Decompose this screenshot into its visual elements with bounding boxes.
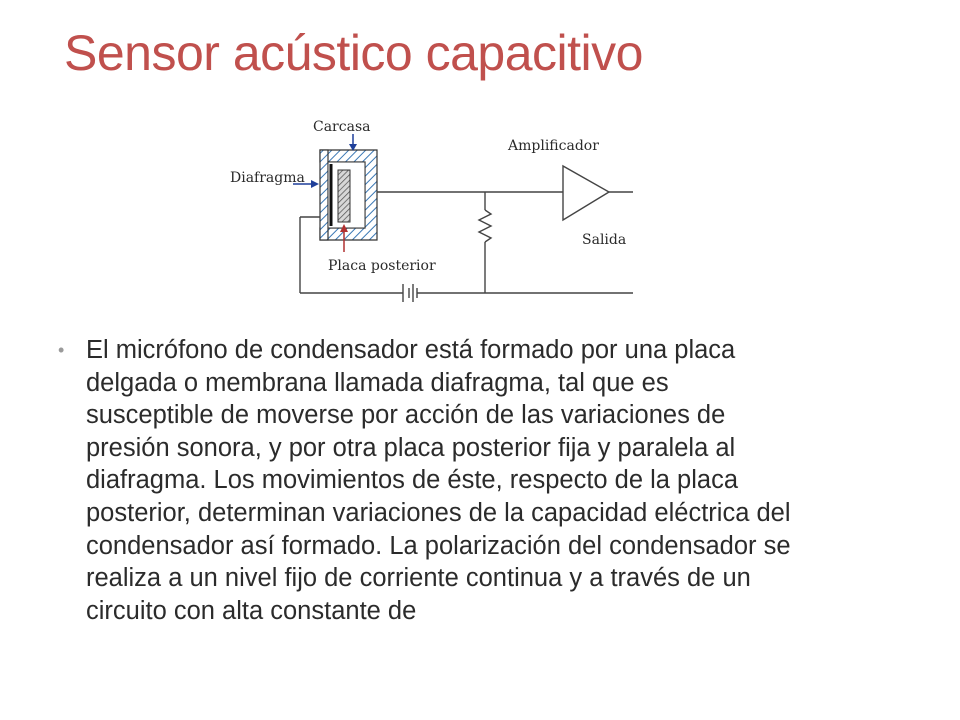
- body-line: El micrófono de condensador está formado por una placa: [86, 336, 736, 364]
- back-plate-shape: [338, 170, 350, 222]
- amplifier-symbol: [563, 166, 609, 220]
- label-placa-posterior: Placa posterior: [328, 258, 436, 274]
- body-line: susceptible de moverse por acción de las variaciones de: [86, 401, 726, 430]
- body-line: circuito con alta constante de: [86, 596, 417, 625]
- body-line: posterior, determinan variaciones de la capacidad eléctrica del: [86, 498, 791, 527]
- body-line: diafragma. Los movimientos de éste, respecto de la placa: [86, 466, 739, 495]
- capacitive-microphone-diagram: [225, 112, 645, 312]
- body-line: presión sonora, y por otra placa posterior fija y paralela al: [86, 433, 736, 462]
- label-carcasa: Carcasa: [313, 119, 371, 135]
- body-line: realiza a un nivel fijo de corriente continua y a través de un: [86, 564, 751, 593]
- label-diafragma: Diafragma: [230, 170, 305, 186]
- body-line: condensador así formado. La polarización del condensador se: [86, 531, 791, 560]
- label-amplificador: Amplificador: [508, 138, 599, 154]
- body-text: [86, 334, 906, 627]
- label-salida: Salida: [582, 232, 627, 248]
- body-line: delgada o membrana llamada diafragma, tal que es: [86, 368, 669, 397]
- battery-symbol: [403, 284, 417, 302]
- slide-title: Sensor acústico capacitivo: [64, 25, 643, 81]
- bullet-dot-icon: •: [58, 340, 65, 360]
